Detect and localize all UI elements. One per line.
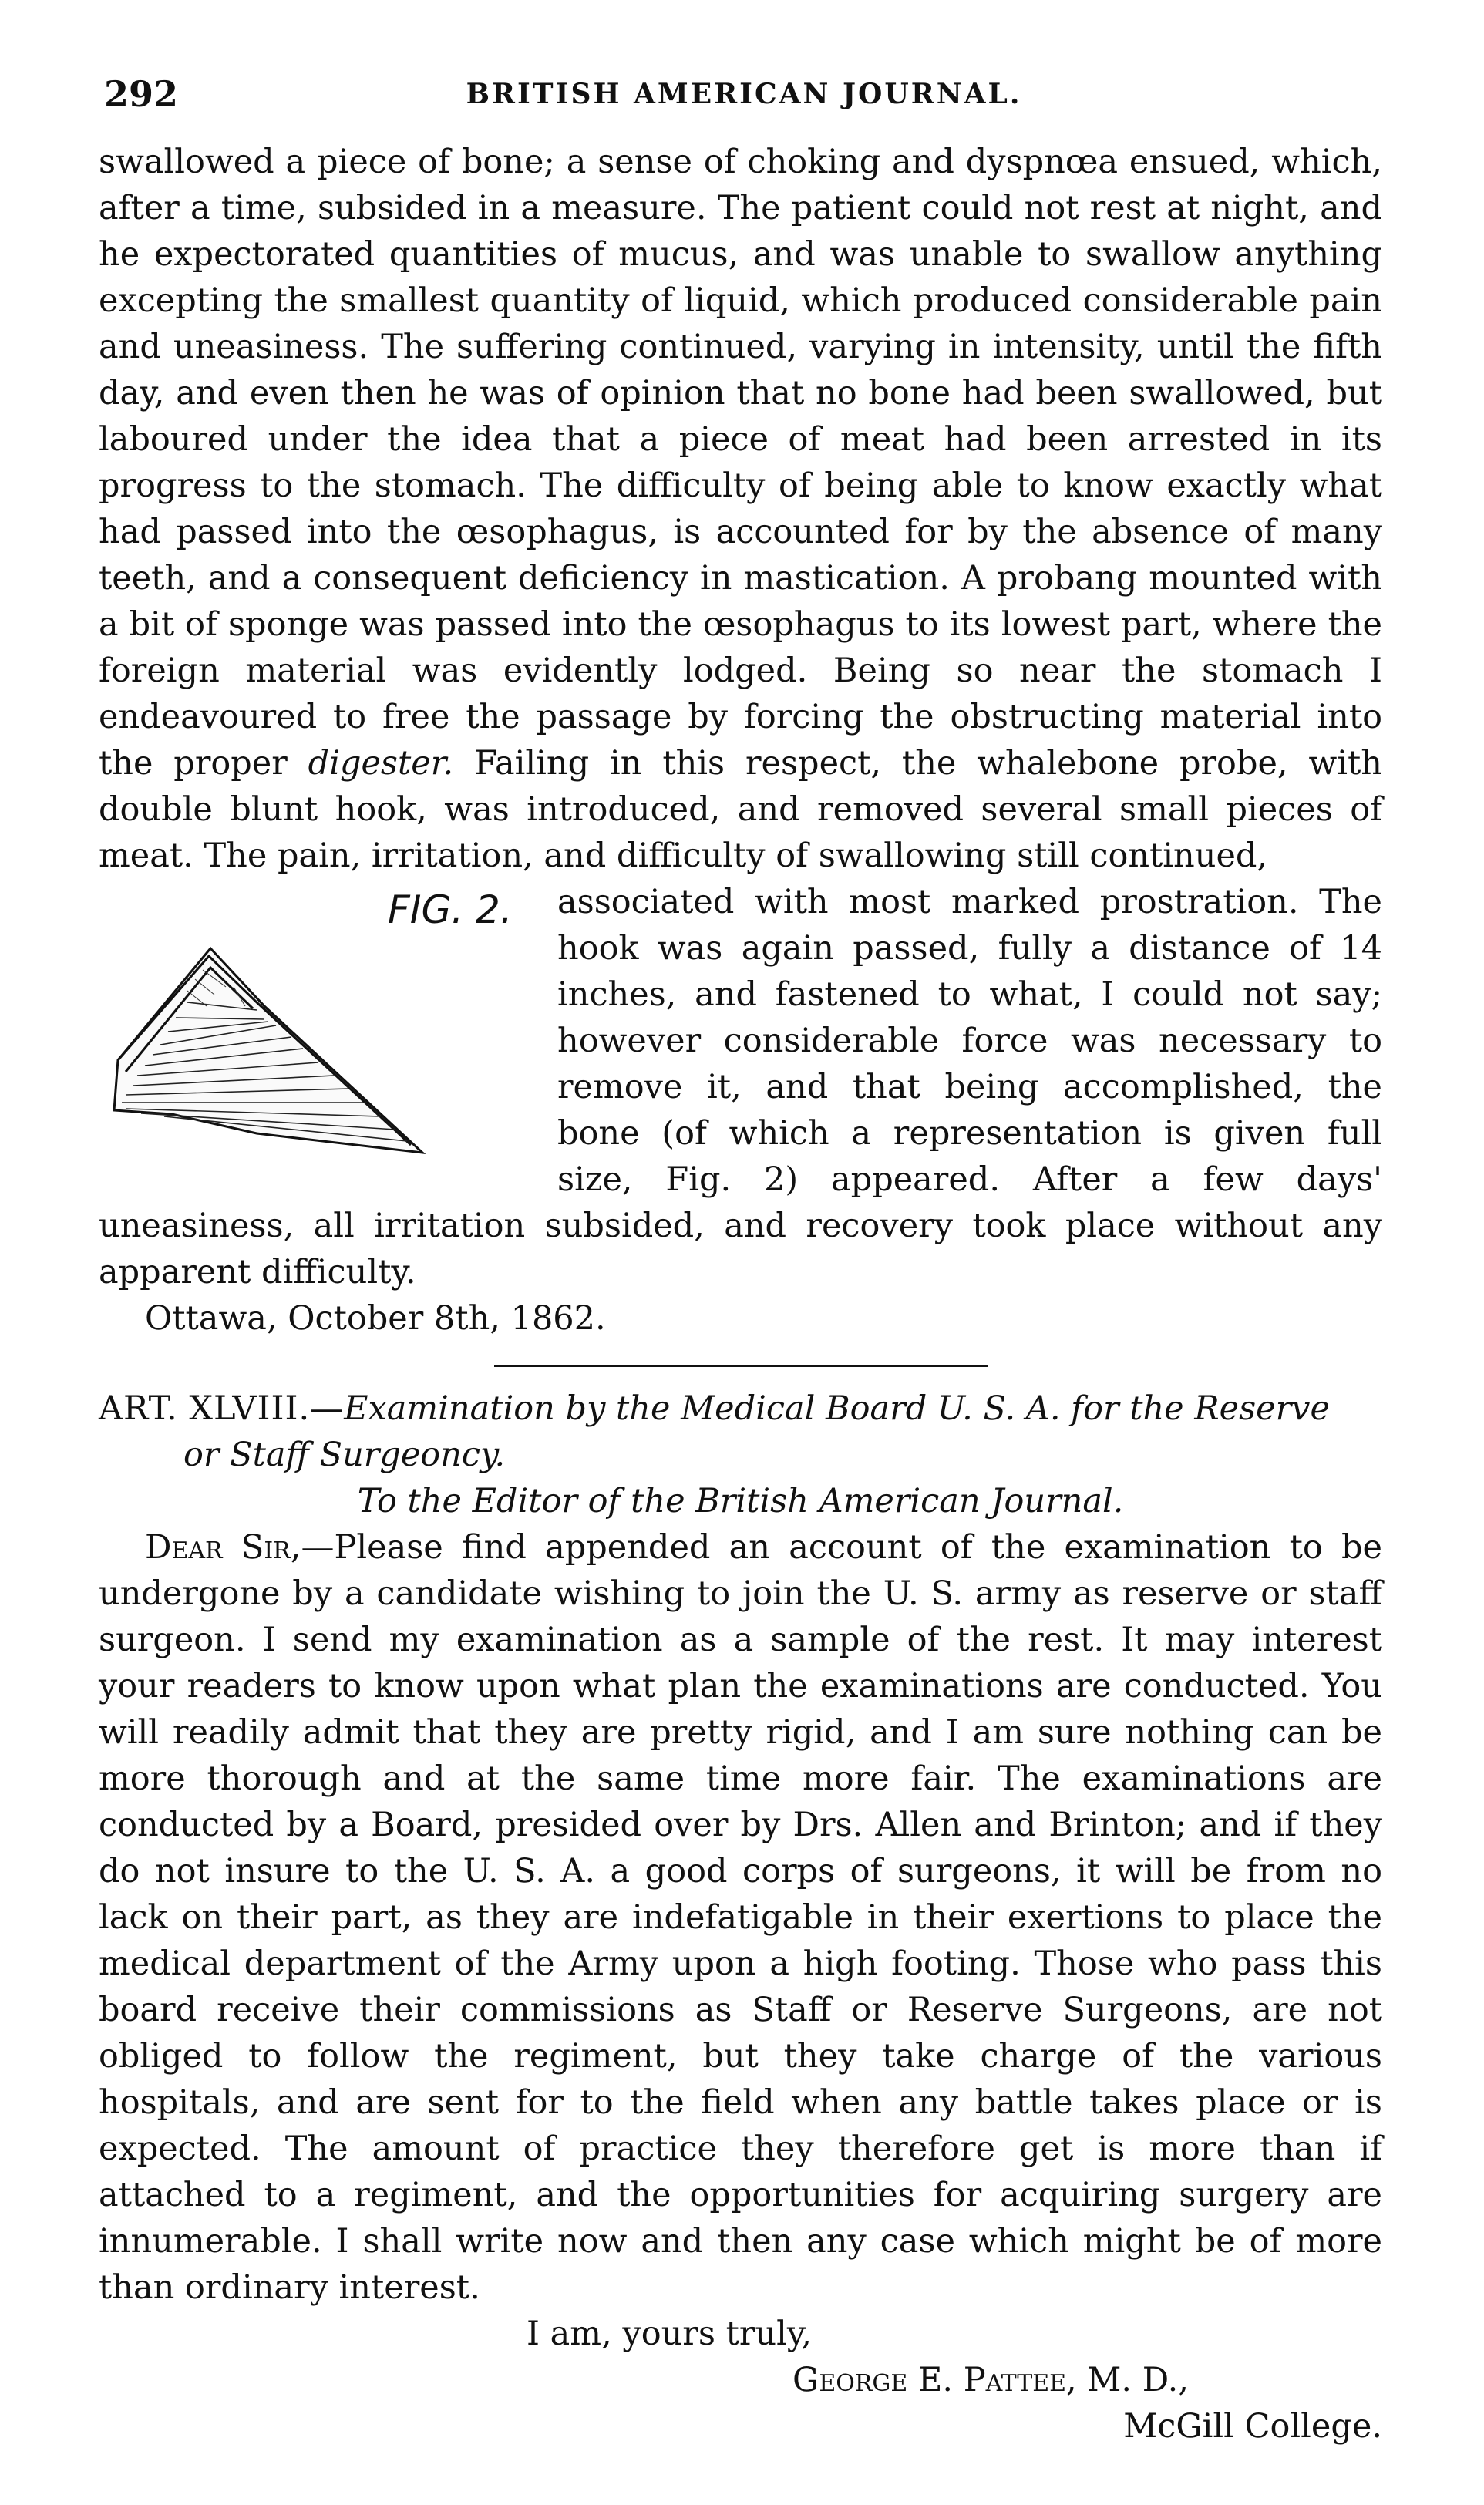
letter-text: —Please find appended an account of the examination to be undergone by a candidate wishing to join the U. S. army as reserve or staff surgeon. I send my examination as a sample of the rest. It may interest your readers to know upon what plan the examinations are conducted. You will readily admit that they are pretty rigid, and I am sure nothing can be more thorough and at the same time more fair. The examinations are conducted by a Board, presided over by Drs. Allen and Brinton; and if they do not insure to the U. S. A. a good corps of surgeons, it will be from no lack on their part, as they are indefatigable in their exertions to place the medical department of the Army upon a high footing. Those who pass this board receive their commissions as Staff or Reserve Surgeons, are not obliged to follow the regiment, but they take charge of the various hospitals, and are sent for to the field when any battle takes place or is expected. The amount of practice they therefore get is more than if attached to a regiment, and the opportunities for acquiring surgery are innumerable. I shall write now and then any case which might be of more than ordinary interest. bbox=[99, 1528, 1382, 2307]
article-number: ART. XLVIII.— bbox=[99, 1389, 345, 1428]
figure-label: FIG. 2. bbox=[388, 887, 513, 932]
to-editor-line: To the Editor of the British American Journal. bbox=[357, 1482, 1124, 1520]
article-title-continued: or Staff Surgeoncy. bbox=[183, 1436, 506, 1474]
signature: George E. Pattee, M. D., bbox=[792, 2361, 1190, 2399]
continuation-text-end: Failing in this respect, the whalebone probe, with double blunt hook, was introduced, and removed several small pieces of meat. The pain, irritation, and difficulty of swallowing still continued, bbox=[99, 744, 1382, 875]
article-heading bbox=[99, 1385, 1382, 1432]
article-title: Examination by the Medical Board U. S. A. for the Reserve bbox=[344, 1389, 1330, 1428]
continuation-paragraph bbox=[99, 139, 1382, 879]
running-head: BRITISH AMERICAN JOURNAL. bbox=[466, 78, 1022, 110]
continuation-text: swallowed a piece of bone; a sense of choking and dyspnœa ensued, which, after a time, subsided in a measure. The patient could not rest at night, and he expectorated quantities of mucus, and was unable to swallow anything excepting the smallest quantity of liquid, which produced considerable pain and uneasiness. The suffering continued, varying in intensity, until the fifth day, and even then he was of opinion that no bone had been swallowed, but laboured under the idea that a piece of meat had been arrested in its progress to the stomach. The difficulty of being able to know exactly what had passed into the œsophagus, is accounted for by the absence of many teeth, and a consequent deficiency in mastication. A probang mounted with a bit of sponge was passed into the œsophagus to its lowest part, where the foreign material was evidently lodged. Being so near the stomach I endeavoured to free the passage by forcing the obstructing material into the proper bbox=[99, 143, 1382, 783]
section-divider bbox=[494, 1365, 988, 1367]
italic-word: digester. bbox=[308, 744, 454, 783]
continuation-paragraph-2: associated with most marked prostration. The hook was again passed, fully a distance of 14 inches, and fastened to what, I could not say; however considerable force was necessary to remove it, and that being accomplished, the bone (of which a representation is given full size, Fig. 2) appeared. After a few days' uneasiness, all irritation subsided, and recovery took place without any apparent difficulty. bbox=[99, 883, 1382, 1291]
figure-2 bbox=[79, 879, 542, 1164]
page-body bbox=[99, 139, 1382, 2449]
letter-body bbox=[99, 1524, 1382, 2311]
page-header bbox=[104, 73, 1384, 127]
affiliation: McGill College. bbox=[1123, 2407, 1382, 2446]
closing-line: I am, yours truly, bbox=[527, 2315, 813, 2353]
dateline: Ottawa, October 8th, 1862. bbox=[145, 1299, 606, 1338]
salutation: Dear Sir, bbox=[145, 1528, 301, 1567]
page-number: 292 bbox=[104, 73, 179, 115]
